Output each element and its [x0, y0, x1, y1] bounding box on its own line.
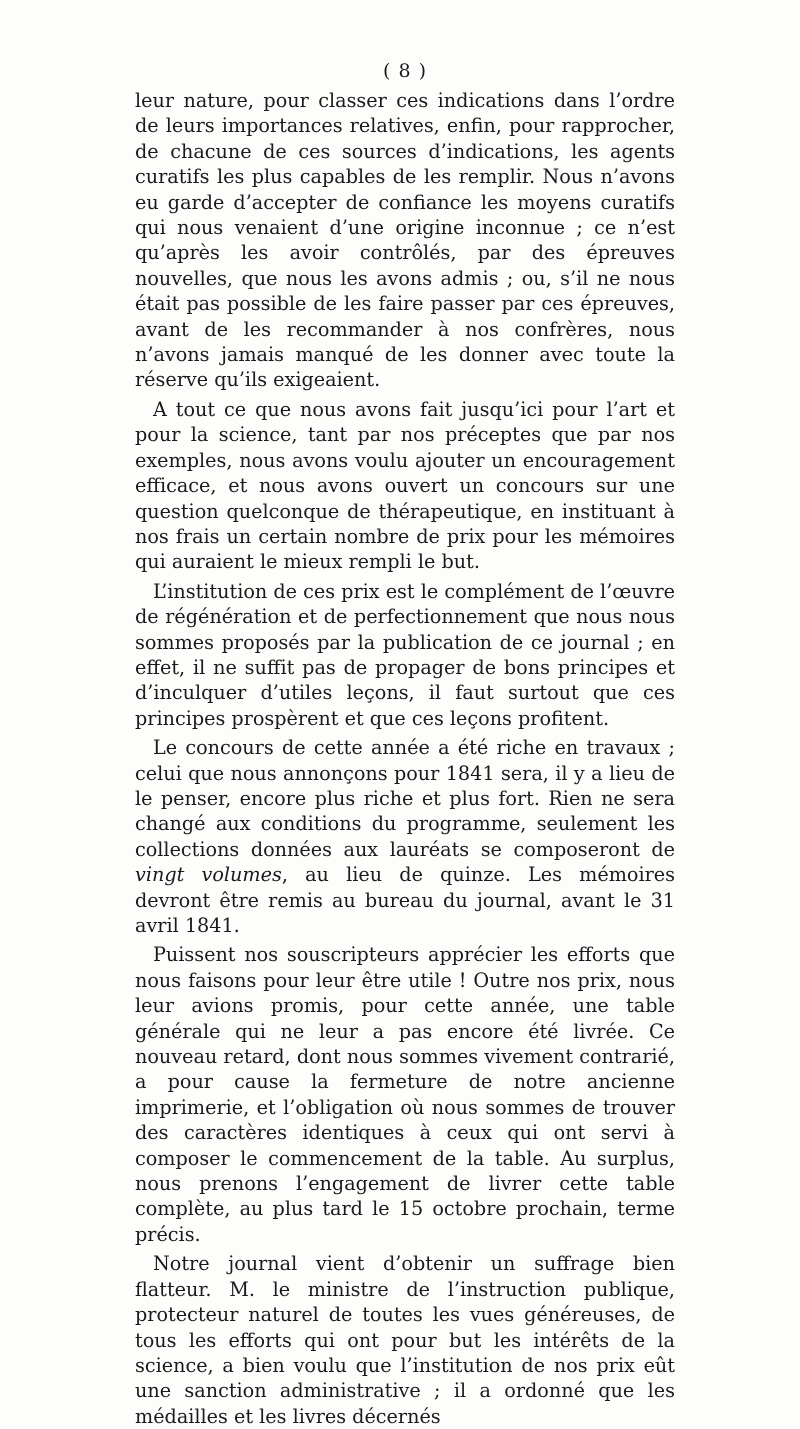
- concours-text-end: , au lieu de quinze. Les mémoires devront être remis au bureau du journal, avant le 31 avril 1841.: [135, 863, 675, 937]
- concours-italic-text: vingt volumes: [135, 863, 282, 887]
- page-number: ( 8 ): [383, 60, 427, 82]
- paragraph-subscribers: Puissent nos souscripteurs apprécier les efforts que nous faisons pour leur être utile ! Outre nos prix, nous leur avions promis, pour cette année, une table générale qui ne leur a pas encore été livrée. Ce nouveau retard, dont nous sommes vivement contrarié, a pour cause la fermeture de notre ancienne imprimerie, et l’obligation où nous sommes de trouver des caractères identiques à ceux qui ont servi à composer le commencement de la table. Au surplus, nous prenons l’engagement de livrer cette table complète, au plus tard le 15 octobre prochain, terme précis.: [135, 943, 675, 1246]
- paragraph-concours: [135, 735, 675, 938]
- body-text: [135, 88, 675, 1429]
- concours-text-start: Le concours de cette année a été riche en travaux ; celui que nous annonçons pour 1841 sera, il y a lieu de le penser, encore plus riche et plus fort. Rien ne sera changé aux conditions du programme, seulement les collections données aux lauréats se composeront de: [135, 736, 675, 861]
- paragraph-institution: L’institution de ces prix est le complément de l’œuvre de régénération et de perfectionnement que nous nous sommes proposés par la publication de ce journal ; en effet, il ne suffit pas de propager de bons principes et d’inculquer d’utiles leçons, il faut surtout que ces principes prospèrent et que ces leçons profitent.: [135, 579, 675, 730]
- paragraph-continuation: leur nature, pour classer ces indications dans l’ordre de leurs importances relatives, enfin, pour rapprocher, de chacune de ces sources d’indications, les agents curatifs les plus capables de les remplir. Nous n’avons eu garde d’accepter de confiance les moyens curatifs qui nous venaient d’une origine inconnue ; ce n’est qu’après les avoir contrôlés, par des épreuves nouvelles, que nous les avons admis ; ou, s’il ne nous était pas possible de les faire passer par ces épreuves, avant de les recommander à nos confrères, nous n’avons jamais manqué de les donner avec toute la réserve qu’ils exigeaient.: [135, 89, 675, 392]
- paragraph-ministry: Notre journal vient d’obtenir un suffrage bien flatteur. M. le ministre de l’instruction publique, protecteur naturel de toutes les vues généreuses, de tous les efforts qui ont pour but les intérêts de la science, a bien voulu que l’institution de nos prix eût une sanction administrative ; il a ordonné que les médailles et les livres décernés: [135, 1252, 675, 1428]
- paragraph-encouragement: A tout ce que nous avons fait jusqu’ici pour l’art et pour la science, tant par nos préceptes que par nos exemples, nous avons voulu ajouter un encouragement efficace, et nous avons ouvert un concours sur une question quelconque de thérapeutique, en instituant à nos frais un certain nombre de prix pour les mémoires qui auraient le mieux rempli le but.: [135, 397, 675, 574]
